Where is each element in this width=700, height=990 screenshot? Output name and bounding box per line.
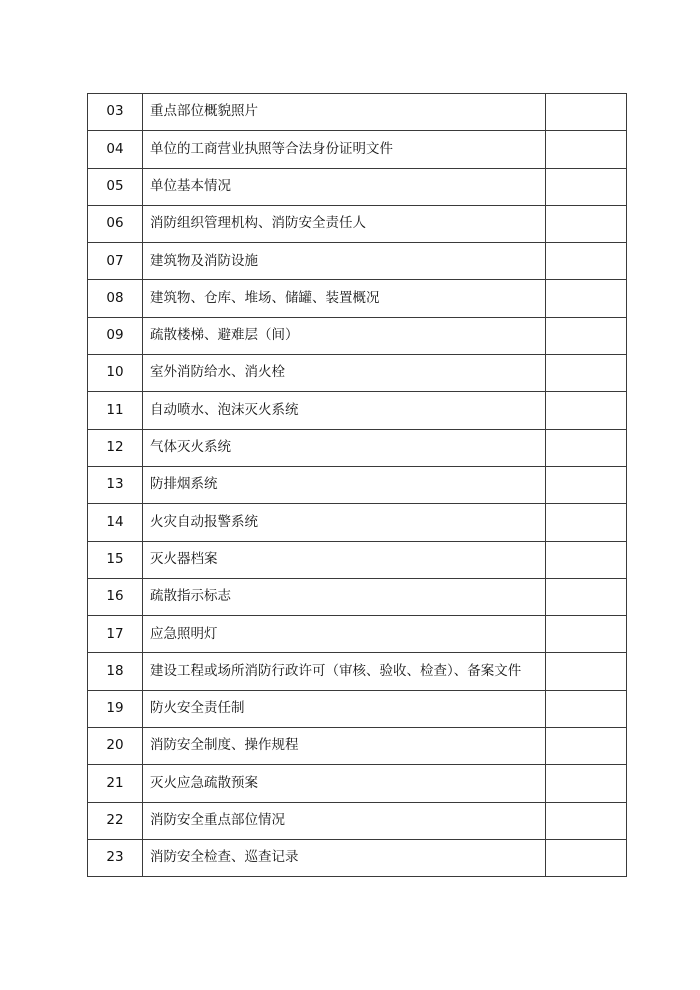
table-row [88,541,627,578]
row-number: 03 [88,94,143,131]
row-number: 20 [88,728,143,765]
row-number: 05 [88,168,143,205]
table-row [88,466,627,503]
row-blank-cell [546,504,627,541]
row-number: 10 [88,355,143,392]
row-title: 防排烟系统 [143,466,546,503]
row-title: 疏散指示标志 [143,578,546,615]
row-title: 消防安全检查、巡查记录 [143,839,546,876]
table-row [88,243,627,280]
row-blank-cell [546,168,627,205]
row-blank-cell [546,690,627,727]
row-blank-cell [546,839,627,876]
table-row [88,355,627,392]
row-number: 17 [88,616,143,653]
table-row [88,168,627,205]
row-number: 12 [88,429,143,466]
table-row [88,802,627,839]
row-title: 灭火应急疏散预案 [143,765,546,802]
row-number: 23 [88,839,143,876]
table-row [88,765,627,802]
row-blank-cell [546,429,627,466]
archive-index-table [87,93,627,877]
row-title: 消防安全制度、操作规程 [143,728,546,765]
row-blank-cell [546,541,627,578]
row-number: 08 [88,280,143,317]
row-title: 单位的工商营业执照等合法身份证明文件 [143,131,546,168]
row-number: 16 [88,578,143,615]
row-blank-cell [546,802,627,839]
row-number: 07 [88,243,143,280]
table-row [88,504,627,541]
row-blank-cell [546,392,627,429]
row-title: 自动喷水、泡沫灭火系统 [143,392,546,429]
row-number: 11 [88,392,143,429]
row-title: 室外消防给水、消火栓 [143,355,546,392]
row-blank-cell [546,653,627,690]
row-title: 气体灭火系统 [143,429,546,466]
row-blank-cell [546,280,627,317]
row-blank-cell [546,578,627,615]
row-number: 19 [88,690,143,727]
row-blank-cell [546,205,627,242]
row-title: 应急照明灯 [143,616,546,653]
row-number: 09 [88,317,143,354]
row-blank-cell [546,466,627,503]
table-row [88,653,627,690]
row-blank-cell [546,355,627,392]
table-row [88,690,627,727]
row-title: 重点部位概貌照片 [143,94,546,131]
row-title: 疏散楼梯、避难层（间） [143,317,546,354]
table-row [88,578,627,615]
table-row [88,839,627,876]
row-title: 建筑物、仓库、堆场、储罐、装置概况 [143,280,546,317]
row-number: 13 [88,466,143,503]
table-row [88,728,627,765]
table-row [88,317,627,354]
table-row [88,131,627,168]
row-blank-cell [546,94,627,131]
row-blank-cell [546,243,627,280]
row-blank-cell [546,616,627,653]
row-title: 防火安全责任制 [143,690,546,727]
table-row [88,616,627,653]
row-number: 22 [88,802,143,839]
row-blank-cell [546,131,627,168]
row-title: 建设工程或场所消防行政许可（审核、验收、检查）、备案文件 [143,653,546,690]
table-body [88,94,627,877]
row-number: 04 [88,131,143,168]
row-title: 建筑物及消防设施 [143,243,546,280]
row-title: 消防组织管理机构、消防安全责任人 [143,205,546,242]
row-blank-cell [546,765,627,802]
row-number: 14 [88,504,143,541]
row-blank-cell [546,317,627,354]
table-row [88,94,627,131]
row-title: 单位基本情况 [143,168,546,205]
table-row [88,429,627,466]
row-title: 火灾自动报警系统 [143,504,546,541]
table-row [88,392,627,429]
row-number: 21 [88,765,143,802]
row-number: 06 [88,205,143,242]
row-number: 18 [88,653,143,690]
row-title: 消防安全重点部位情况 [143,802,546,839]
row-blank-cell [546,728,627,765]
table-row [88,205,627,242]
row-number: 15 [88,541,143,578]
table-row [88,280,627,317]
row-title: 灭火器档案 [143,541,546,578]
